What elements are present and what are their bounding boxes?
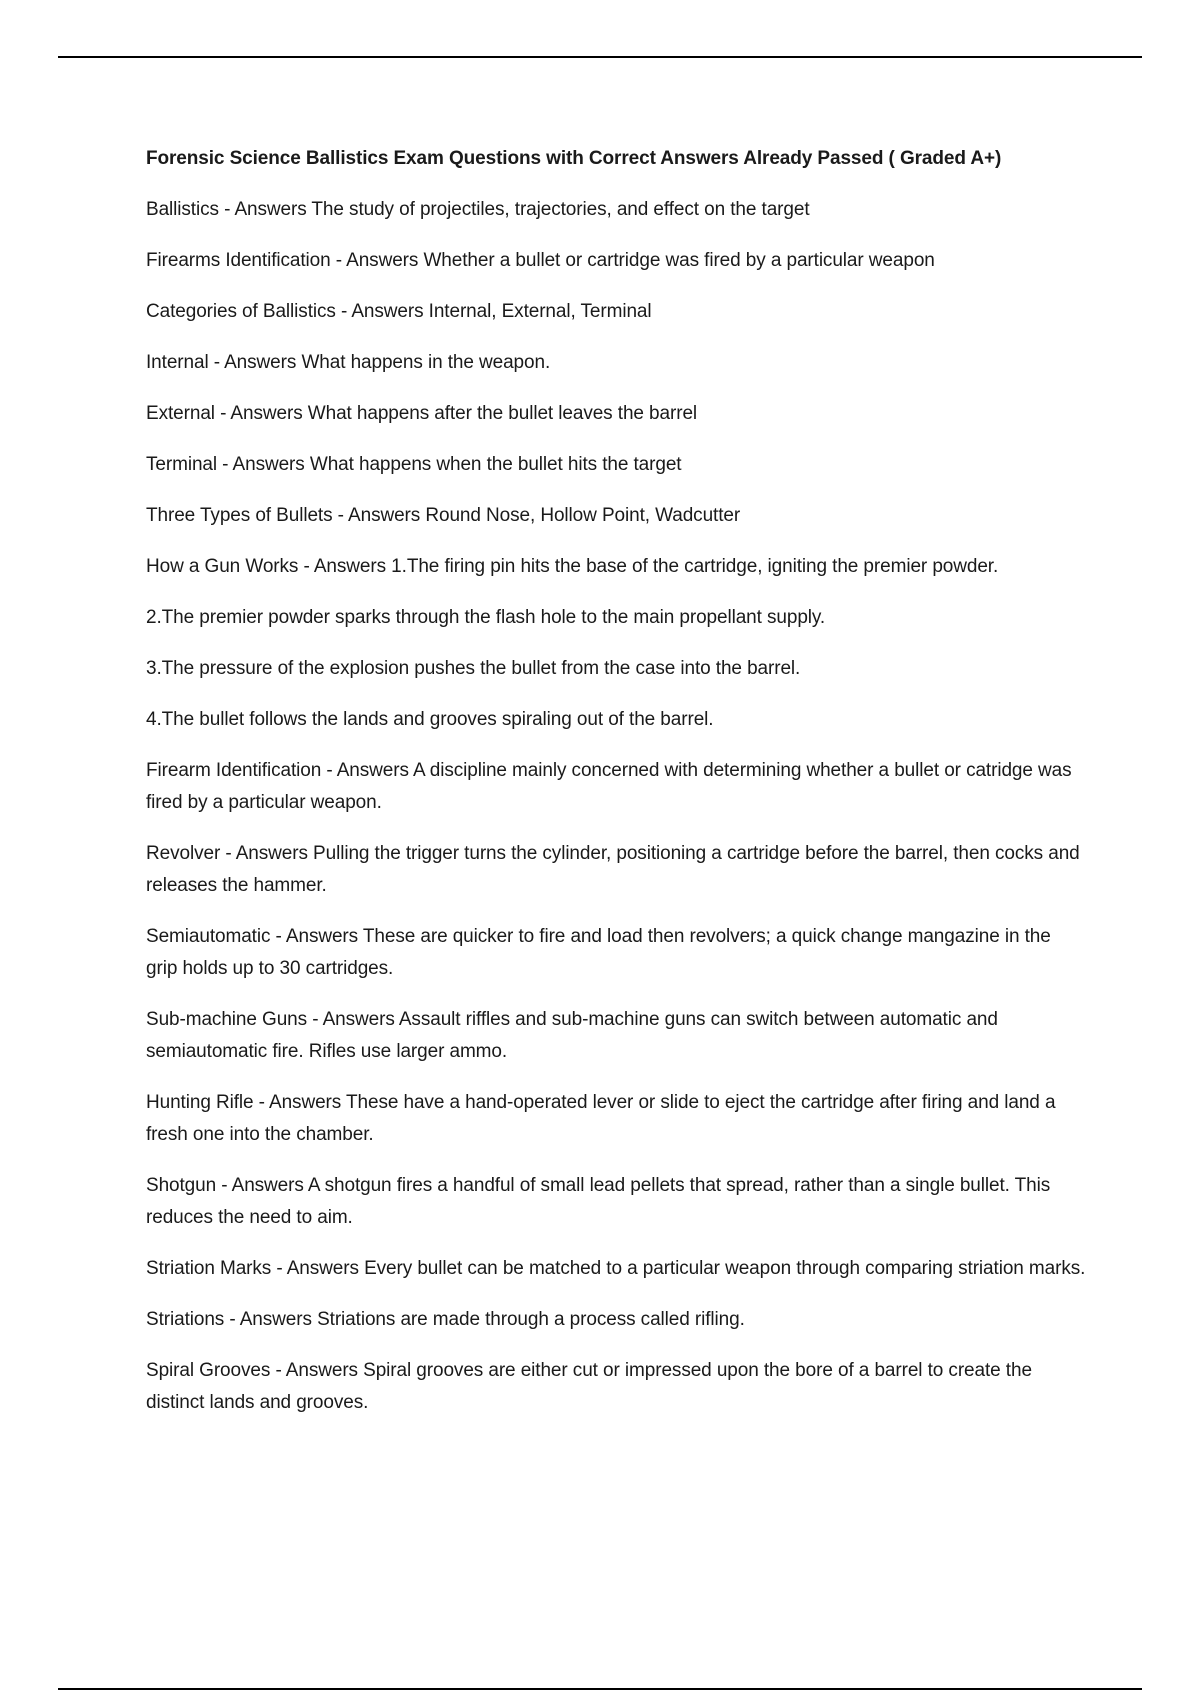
entry-categories-of-ballistics: Categories of Ballistics - Answers Internal, External, Terminal	[146, 301, 652, 322]
entry-how-a-gun-works: How a Gun Works - Answers 1.The firing pin hits the base of the cartridge, igniting the premier powder.	[146, 556, 999, 577]
entry-striation-marks: Striation Marks - Answers Every bullet can be matched to a particular weapon through comparing striation marks.	[146, 1258, 1086, 1279]
entry-ballistics: Ballistics - Answers The study of projectiles, trajectories, and effect on the target	[146, 199, 810, 220]
entry-gun-step-2: 2.The premier powder sparks through the flash hole to the main propellant supply.	[146, 607, 826, 628]
document-title: Forensic Science Ballistics Exam Questions with Correct Answers Already Passed ( Graded A+)	[146, 148, 1002, 169]
entry-internal: Internal - Answers What happens in the weapon.	[146, 352, 551, 373]
entry-three-types-of-bullets: Three Types of Bullets - Answers Round Nose, Hollow Point, Wadcutter	[146, 505, 741, 526]
entry-firearm-identification: Firearm Identification - Answers A discipline mainly concerned with determining whether a bullet or catridge was fired by a particular weapon.	[146, 760, 1072, 813]
document-body	[146, 146, 1086, 1438]
entry-sub-machine-guns: Sub-machine Guns - Answers Assault riffles and sub-machine guns can switch between automatic and semiautomatic fire. Rifles use larger ammo.	[146, 1009, 998, 1062]
entry-spiral-grooves: Spiral Grooves - Answers Spiral grooves are either cut or impressed upon the bore of a barrel to create the distinct lands and grooves.	[146, 1360, 1032, 1413]
entry-revolver: Revolver - Answers Pulling the trigger turns the cylinder, positioning a cartridge before the barrel, then cocks and releases the hammer.	[146, 843, 1080, 896]
entry-list	[146, 194, 1086, 1419]
entry-firearms-identification: Firearms Identification - Answers Whether a bullet or cartridge was fired by a particular weapon	[146, 250, 935, 271]
entry-gun-step-3: 3.The pressure of the explosion pushes the bullet from the case into the barrel.	[146, 658, 801, 679]
header-rule	[58, 56, 1142, 58]
entry-external: External - Answers What happens after the bullet leaves the barrel	[146, 403, 698, 424]
entry-shotgun: Shotgun - Answers A shotgun fires a handful of small lead pellets that spread, rather than a single bullet. This reduces the need to aim.	[146, 1175, 1051, 1228]
entry-striations: Striations - Answers Striations are made through a process called rifling.	[146, 1309, 745, 1330]
entry-gun-step-4: 4.The bullet follows the lands and grooves spiraling out of the barrel.	[146, 709, 714, 730]
entry-hunting-rifle: Hunting Rifle - Answers These have a hand-operated lever or slide to eject the cartridge after firing and land a fresh one into the chamber.	[146, 1092, 1056, 1145]
entry-terminal: Terminal - Answers What happens when the bullet hits the target	[146, 454, 682, 475]
footer-rule	[58, 1688, 1142, 1690]
entry-semiautomatic: Semiautomatic - Answers These are quicker to fire and load then revolvers; a quick change mangazine in the grip holds up to 30 cartridges.	[146, 926, 1051, 979]
